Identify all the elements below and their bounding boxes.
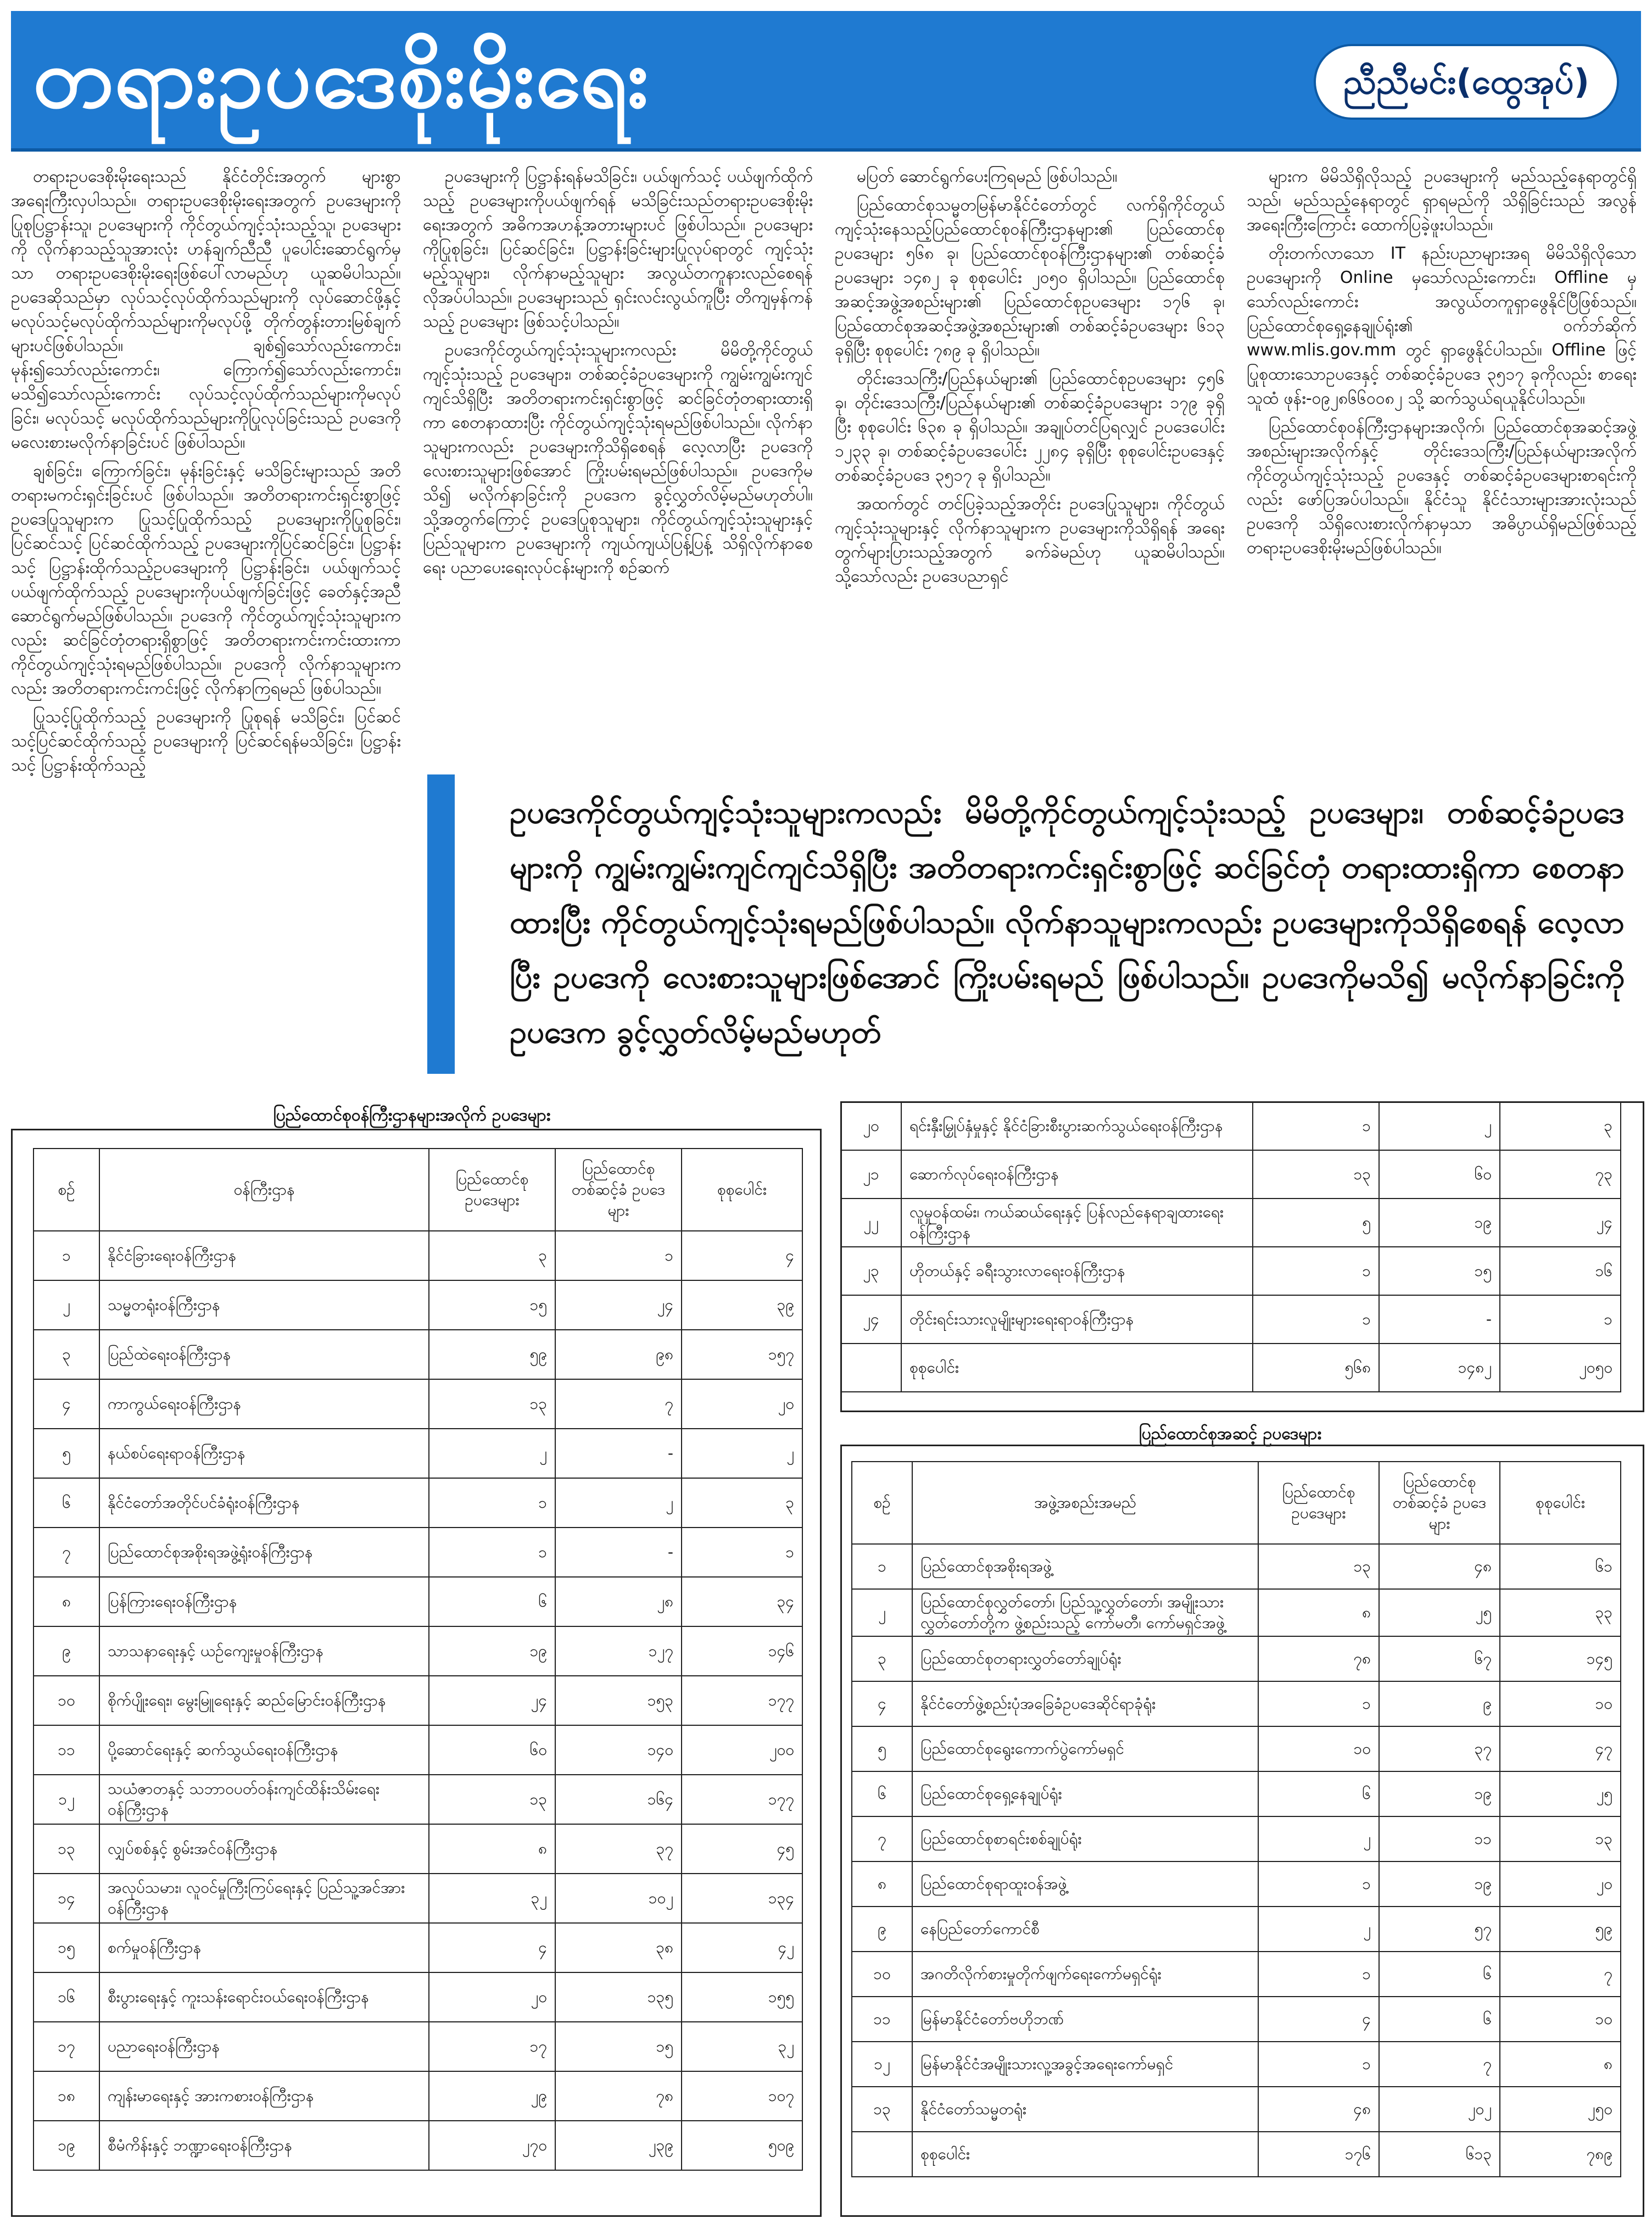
total-cell: ၁၀ xyxy=(1500,1997,1621,2042)
bylaws-cell: ၇ xyxy=(555,1379,682,1429)
bylaws-cell: ၁၉ xyxy=(1379,1199,1500,1247)
paragraph: ပြည်ထောင်စုသမ္မတမြန်မာနိုင်ငံတော်တွင် လက်ရှိကိုင်တွယ်ကျင့်သုံးနေသည့်ပြည်ထောင်စုဝန်ကြီးဌာနများ၏ ပြည်ထောင်စုဥပဒေများ ၅၆၈ ခု၊ ပြည်ထောင်စုဝန်ကြီးဌာနများ၏ တစ်ဆင့်ခံဥပဒေများ ၁၄၈၂ ခု စုစုပေါင်း ၂၀၅၀ ရှိပါသည်။ ပြည်ထောင်စုအဆင့်အဖွဲ့အစည်းများ၏ ပြည်ထောင်စုဥပဒေများ ၁၇၆ ခု၊ ပြည်ထောင်စုအဆင့်အဖွဲ့အစည်းများ၏ တစ်ဆင့်ခံဥပဒေများ ၆၁၃ ခုရှိပြီး စုစုပေါင်း ၇၈၉ ခု ရှိပါသည်။ xyxy=(835,196,1225,360)
index-cell: ၁၁ xyxy=(852,1997,912,2042)
index-cell: ၁၇ xyxy=(34,2022,99,2071)
union-laws-cell: ၂၇၀ xyxy=(429,2121,555,2170)
table-row xyxy=(852,1726,1621,1771)
index-cell: ၃ xyxy=(852,1636,912,1681)
pull-quote xyxy=(427,774,1636,1074)
index-cell: ၁၁ xyxy=(34,1725,99,1775)
table-row xyxy=(34,1379,802,1429)
union-laws-cell: ၁၃ xyxy=(1258,1544,1379,1589)
article-column-4 xyxy=(1247,165,1637,763)
pull-quote-accent-bar xyxy=(427,774,455,1074)
union-laws-cell: ၁၉ xyxy=(429,1626,555,1676)
index-cell: ၂၀ xyxy=(841,1102,901,1150)
union-laws-cell: ၁ xyxy=(1258,1681,1379,1726)
index-cell: ၁၆ xyxy=(34,1972,99,2022)
bylaws-cell: ၂ xyxy=(1379,1102,1500,1150)
name-cell: စက်မှုဝန်ကြီးဌာန xyxy=(99,1923,429,1972)
total-cell: ၁ xyxy=(682,1528,802,1577)
total-cell: ၁၇၇ xyxy=(682,1676,802,1725)
index-cell: ၄ xyxy=(852,1681,912,1726)
bylaws-cell: ၁၂၇ xyxy=(555,1626,682,1676)
union-laws-cell: ၁ xyxy=(429,1528,555,1577)
index-cell: ၂၁ xyxy=(841,1150,901,1199)
union-laws-cell: ၂ xyxy=(1258,1816,1379,1861)
table-row xyxy=(841,1295,1621,1344)
union-laws-cell: ၂၄ xyxy=(429,1676,555,1725)
bylaws-cell: ၃၇ xyxy=(1379,1726,1500,1771)
bylaws-cell: ၂၀၂ xyxy=(1379,2087,1500,2132)
bylaws-cell: ၂၅ xyxy=(1379,1589,1500,1636)
total-cell: ၄၇ xyxy=(1500,1726,1621,1771)
bylaws-cell: ၁၅ xyxy=(555,2022,682,2071)
union-laws-cell: ၁၀ xyxy=(1258,1726,1379,1771)
paragraph: ဥပဒေကိုင်တွယ်ကျင့်သုံးသူများကလည်း မိမိတို့ကိုင်တွယ်ကျင့်သုံးသည့် ဥပဒေများ၊ တစ်ဆင့်ခံဥပဒေများကို ကျွမ်းကျွမ်းကျင်ကျင်သိရှိပြီး အတိတရားကင်းရှင်းစွာဖြင့် ဆင်ခြင်တုံတရားထားရှိကာ စေတနာထားပြီး ကိုင်တွယ်ကျင့်သုံးရမည်ဖြစ်ပါသည်။ လိုက်နာသူများကလည်း ဥပဒေများကိုသိရှိစေရန် လေ့လာပြီး ဥပဒေကို လေးစားသူများဖြစ်အောင် ကြိုးပမ်းရမည်ဖြစ်ပါသည်။ ဥပဒေကိုမသိ၍ မလိုက်နာခြင်းကို ဥပဒေက ခွင့်လွှတ်လိမ့်မည်မဟုတ်ပါ။ သို့အတွက်ကြောင့် ဥပဒေပြုစုသူများ၊ ကိုင်တွယ်ကျင့်သုံးသူများနှင့် ပြည်သူများက ဥပဒေများကို ကျယ်ကျယ်ပြန့်ပြန့် သိရှိလိုက်နာစေရေး ပညာပေးရေးလုပ်ငန်းများကို စဉ်ဆက် xyxy=(423,341,813,577)
index-cell: ၄ xyxy=(34,1379,99,1429)
index-cell: ၂၂ xyxy=(841,1199,901,1247)
total-cell: ၇ xyxy=(1500,1952,1621,1997)
total-cell: ၁၀၇ xyxy=(682,2071,802,2121)
table-row xyxy=(852,1861,1621,1907)
index-cell: ၇ xyxy=(852,1816,912,1861)
index-cell: ၅ xyxy=(34,1429,99,1478)
bylaws-cell: ၆ xyxy=(1379,1997,1500,2042)
bylaws-cell: ၁၄၈၂ xyxy=(1379,1344,1500,1392)
bylaws-cell: - xyxy=(555,1429,682,1478)
table-row xyxy=(34,2022,802,2071)
bylaws-cell: ၁၉ xyxy=(1379,1771,1500,1816)
total-cell: ၂၀၅၀ xyxy=(1500,1344,1621,1392)
name-cell: ပြန်ကြားရေးဝန်ကြီးဌာန xyxy=(99,1577,429,1626)
paragraph: ပြည်ထောင်စုဝန်ကြီးဌာနများအလိုက်၊ ပြည်ထောင်စုအဆင့်အဖွဲ့အစည်းများအလိုက်နှင့် တိုင်းဒေသကြီး/ပြည်နယ်များအလိုက် ကိုင်တွယ်ကျင့်သုံးသည့် ဥပဒေနှင့် တစ်ဆင့်ခံဥပဒေများစာရင်းကိုလည်း ဖော်ပြအပ်ပါသည်။ နိုင်ငံသူ နိုင်ငံသားများအားလုံးသည် ဥပဒေကို သိရှိလေးစားလိုက်နာမှသာ အဓိပ္ပာယ်ရှိမည်ဖြစ်သည့် တရားဥပဒေစိုးမိုးမည်ဖြစ်ပါသည်။ xyxy=(1247,417,1637,558)
name-cell: ကာကွယ်ရေးဝန်ကြီးဌာန xyxy=(99,1379,429,1429)
name-cell: သမ္မတရုံးဝန်ကြီးဌာန xyxy=(99,1280,429,1330)
column-header: ပြည်ထောင်စု ဥပဒေများ xyxy=(429,1149,555,1231)
total-cell: ၄ xyxy=(682,1231,802,1280)
paragraph: တိုင်းဒေသကြီး/ပြည်နယ်များ၏ ပြည်ထောင်စုဥပဒေများ ၄၅၆ ခု၊ တိုင်းဒေသကြီး/ပြည်နယ်များ၏ တစ်ဆင့်ခံဥပဒေများ ၁၇၉ ခုရှိပြီး စုစုပေါင်း ၆၃၈ ခု ရှိပါသည်။ အချုပ်တင်ပြရလျှင် ဥပဒေပေါင်း ၁၂၃၃ ခု၊ တစ်ဆင့်ခံဥပဒေပေါင်း ၂၂၈၄ ခုရှိပြီး စုစုပေါင်းဥပဒေနှင့် တစ်ဆင့်ခံဥပဒေ ၃၅၁၇ ခု ရှိပါသည်။ xyxy=(835,369,1225,485)
table-title: ပြည်ထောင်စုအဆင့် ဥပဒေများ xyxy=(1138,1424,1322,1443)
bylaws-cell: ၂ xyxy=(555,1478,682,1528)
total-cell: ၂၀ xyxy=(1500,1861,1621,1907)
name-cell: အလုပ်သမား၊ လူဝင်မှုကြီးကြပ်ရေးနှင့် ပြည်သူ့အင်အားဝန်ကြီးဌာန xyxy=(99,1874,429,1923)
name-cell: သယံဇာတနှင့် သဘာဝပတ်ဝန်းကျင်ထိန်းသိမ်းရေးဝန်ကြီးဌာန xyxy=(99,1775,429,1824)
union-laws-cell: ၁ xyxy=(1258,1952,1379,1997)
table-row xyxy=(841,1247,1621,1295)
union-laws-cell: ၅၆၈ xyxy=(1253,1344,1379,1392)
total-cell: ၃ xyxy=(1500,1102,1621,1150)
index-cell: ၆ xyxy=(852,1771,912,1816)
name-cell: ပြည်ထောင်စုအစိုးရအဖွဲ့ရုံးဝန်ကြီးဌာန xyxy=(99,1528,429,1577)
table-row xyxy=(34,1626,802,1676)
table-row xyxy=(34,1874,802,1923)
bylaws-cell: ၇ xyxy=(1379,2042,1500,2087)
bylaws-cell: ၃၈ xyxy=(555,1923,682,1972)
total-cell: ၄၅ xyxy=(682,1824,802,1874)
union-laws-cell: ၁၃ xyxy=(429,1775,555,1824)
index-cell: ၅ xyxy=(852,1726,912,1771)
bylaws-cell: ၁၄၀ xyxy=(555,1725,682,1775)
union-laws-cell: ၂ xyxy=(429,1429,555,1478)
name-cell: ပြည်ထောင်စုအစိုးရအဖွဲ့ xyxy=(912,1544,1258,1589)
index-cell: ၃ xyxy=(34,1330,99,1379)
article-column-1 xyxy=(11,165,401,1104)
column-header: စုစုပေါင်း xyxy=(682,1149,802,1231)
bylaws-cell: ၂၃၉ xyxy=(555,2121,682,2170)
table-total-row xyxy=(852,2132,1621,2177)
name-cell: ပြည်ထောင်စုရွေးကောက်ပွဲကော်မရှင် xyxy=(912,1726,1258,1771)
name-cell: နိုင်ငံတော်အတိုင်ပင်ခံရုံးဝန်ကြီးဌာန xyxy=(99,1478,429,1528)
article-column-3 xyxy=(835,165,1225,763)
union-laws-cell: ၄ xyxy=(429,1923,555,1972)
index-cell: ၁၃ xyxy=(34,1824,99,1874)
paragraph: များက မိမိသိရှိလိုသည့် ဥပဒေများကို မည်သည့်နေရာတွင်ရှိသည်၊ မည်သည့်နေရာတွင် ရှာရမည်ကို သိရှိခြင်းသည် အလွန်အရေးကြီးကြောင်း ထောက်ပြခဲ့ဖူးပါသည်။ xyxy=(1247,167,1637,235)
table-row xyxy=(34,1280,802,1330)
union-laws-cell: ၁ xyxy=(1258,2042,1379,2087)
index-cell: ၁ xyxy=(34,1231,99,1280)
bylaws-cell: ၆ xyxy=(1379,1952,1500,1997)
table-row xyxy=(852,2087,1621,2132)
table-row xyxy=(34,1330,802,1379)
table-row xyxy=(34,1676,802,1725)
index-cell: ၁၅ xyxy=(34,1923,99,1972)
index-cell: ၉ xyxy=(852,1907,912,1952)
name-cell: ကျန်းမာရေးနှင့် အားကစားဝန်ကြီးဌာန xyxy=(99,2071,429,2121)
table-row xyxy=(34,1972,802,2022)
paragraph: တိုးတက်လာသော IT နည်းပညာများအရ မိမိသိရှိလိုသောဥပဒေများကို Online မှသော်လည်းကောင်း၊ Offline မှသော်လည်းကောင်း အလွယ်တကူရှာဖွေနိုင်ပြီဖြစ်သည်။ ပြည်ထောင်စုရှေ့နေချုပ်ရုံး၏ ဝက်ဘ်ဆိုက် www.mlis.gov.mm တွင် ရှာဖွေနိုင်ပါသည်။ Offline ဖြင့် ပြုစုထားသောဥပဒေနှင့် တစ်ဆင့်ခံဥပဒေ ၃၅၁၇ ခုကိုလည်း စာရေးသူထံ ဖုန်း-၀၉၂၈၆၆၀၀၈၂ သို့ ဆက်သွယ်ရယူနိုင်ပါသည်။ xyxy=(1247,244,1637,408)
name-cell: မြန်မာနိုင်ငံတော်ဗဟိုဘဏ် xyxy=(912,1997,1258,2042)
union-laws-cell: ၁၇၆ xyxy=(1258,2132,1379,2177)
column-header: စဉ် xyxy=(34,1149,99,1231)
total-cell: ၅၀၉ xyxy=(682,2121,802,2170)
name-cell: ပို့ဆောင်ရေးနှင့် ဆက်သွယ်ရေးဝန်ကြီးဌာန xyxy=(99,1725,429,1775)
table-row xyxy=(852,1681,1621,1726)
bylaws-cell: ၁၆၄ xyxy=(555,1775,682,1824)
total-cell: ၁၃ xyxy=(1500,1816,1621,1861)
union-laws-cell: ၁ xyxy=(429,1478,555,1528)
table-row xyxy=(852,1636,1621,1681)
table-row xyxy=(34,1775,802,1824)
column-header: ပြည်ထောင်စု တစ်ဆင့်ခံ ဥပဒေများ xyxy=(555,1149,682,1231)
paragraph: ပြုသင့်ပြုထိုက်သည့် ဥပဒေများကို ပြုစုရန် မသိခြင်း၊ ပြင်ဆင်သင့်ပြင်ဆင်ထိုက်သည့် ဥပဒေများကို ပြင်ဆင်ရန်မသိခြင်း၊ ပြဋ္ဌာန်းသင့် ပြဋ္ဌာန်းထိုက်သည့် xyxy=(11,707,401,775)
table-row xyxy=(34,1478,802,1528)
bylaws-cell: ၁၀၂ xyxy=(555,1874,682,1923)
name-cell: ပြည်ထောင်စုလွှတ်တော်၊ ပြည်သူ့လွှတ်တော်၊ အမျိုးသားလွှတ်တော်တို့က ဖွဲ့စည်းသည့် ကော်မတီ၊ ကော်မရှင်အဖွဲ့ xyxy=(912,1589,1258,1636)
total-cell: ၁၃၄ xyxy=(682,1874,802,1923)
union-laws-cell: ၁၅ xyxy=(429,1280,555,1330)
index-cell: ၉ xyxy=(34,1626,99,1676)
union-laws-cell: ၄ xyxy=(1258,1997,1379,2042)
total-cell: ၇၈၉ xyxy=(1500,2132,1621,2177)
name-cell: စိုက်ပျိုးရေး၊ မွေးမြူရေးနှင့် ဆည်မြောင်းဝန်ကြီးဌာန xyxy=(99,1676,429,1725)
total-cell: ၃၃ xyxy=(1500,1589,1621,1636)
total-cell: ၃ xyxy=(682,1478,802,1528)
union-laws-cell: ၁၇ xyxy=(429,2022,555,2071)
bylaws-cell: ၃၇ xyxy=(555,1824,682,1874)
table-row xyxy=(34,1824,802,1874)
ministry-laws-table xyxy=(33,1148,803,2171)
name-cell: ပြည်ထောင်စုစာရင်းစစ်ချုပ်ရုံး xyxy=(912,1816,1258,1861)
total-cell: ၁ xyxy=(1500,1295,1621,1344)
union-laws-cell: ၁၃ xyxy=(1253,1150,1379,1199)
union-laws-cell: ၁ xyxy=(1253,1295,1379,1344)
column-header: ဝန်ကြီးဌာန xyxy=(99,1149,429,1231)
name-cell: ပြည်ထောင်စုတရားလွှတ်တော်ချုပ်ရုံး xyxy=(912,1636,1258,1681)
total-cell: ၃၉ xyxy=(682,1280,802,1330)
table-row xyxy=(852,1952,1621,1997)
union-laws-cell: ၃ xyxy=(429,1231,555,1280)
bylaws-cell: - xyxy=(1379,1295,1500,1344)
table-row xyxy=(34,1429,802,1478)
table-row xyxy=(852,1771,1621,1816)
author-byline: ညီညီမင်း(ထွေအုပ်) xyxy=(1314,44,1619,120)
table-row xyxy=(34,1231,802,1280)
name-cell: သာသနာရေးနှင့် ယဉ်ကျေးမှုဝန်ကြီးဌာန xyxy=(99,1626,429,1676)
column-header: အဖွဲ့အစည်းအမည် xyxy=(912,1462,1258,1544)
index-cell: ၁၂ xyxy=(852,2042,912,2087)
index-cell: ၆ xyxy=(34,1478,99,1528)
table-header-row xyxy=(34,1149,802,1231)
index-cell: ၁ xyxy=(852,1544,912,1589)
name-cell: နိုင်ငံခြားရေးဝန်ကြီးဌာန xyxy=(99,1231,429,1280)
index-cell: ၇ xyxy=(34,1528,99,1577)
name-cell: စုစုပေါင်း xyxy=(901,1344,1253,1392)
union-laws-cell: ၈ xyxy=(429,1824,555,1874)
union-laws-cell: ၇၈ xyxy=(1258,1636,1379,1681)
ministry-laws-table-continued xyxy=(840,1101,1621,1392)
index-cell: ၁၉ xyxy=(34,2121,99,2170)
name-cell: ဟိုတယ်နှင့် ခရီးသွားလာရေးဝန်ကြီးဌာန xyxy=(901,1247,1253,1295)
pull-quote-text: ဥပဒေကိုင်တွယ်ကျင့်သုံးသူများကလည်း မိမိတို့ကိုင်တွယ်ကျင့်သုံးသည့် ဥပဒေများ၊ တစ်ဆင့်ခံဥပဒေများကို ကျွမ်းကျွမ်းကျင်ကျင်သိရှိပြီး အတိတရားကင်းရှင်းစွာဖြင့် ဆင်ခြင်တုံ တရားထားရှိကာ စေတနာထားပြီး ကိုင်တွယ်ကျင့်သုံးရမည်ဖြစ်ပါသည်။ လိုက်နာသူများကလည်း ဥပဒေများကိုသိရှိစေရန် လေ့လာပြီး ဥပဒေကို လေးစားသူများဖြစ်အောင် ကြိုးပမ်းရမည် ဖြစ်ပါသည်။ ဥပဒေကိုမသိ၍ မလိုက်နာခြင်းကို ဥပဒေက ခွင့်လွှတ်လိမ့်မည်မဟုတ် xyxy=(510,795,1625,1050)
name-cell: ဆောက်လုပ်ရေးဝန်ကြီးဌာန xyxy=(901,1150,1253,1199)
name-cell: တိုင်းရင်းသားလူမျိုးများရေးရာဝန်ကြီးဌာန xyxy=(901,1295,1253,1344)
index-cell: ၂ xyxy=(34,1280,99,1330)
table-row xyxy=(34,1725,802,1775)
index-cell: ၁၈ xyxy=(34,2071,99,2121)
index-cell: ၂၃ xyxy=(841,1247,901,1295)
bylaws-cell: ၂၄ xyxy=(555,1280,682,1330)
header-banner xyxy=(11,11,1641,152)
union-level-laws-table xyxy=(851,1461,1621,2177)
table-header-row xyxy=(852,1462,1621,1544)
table-row xyxy=(34,2071,802,2121)
index-cell xyxy=(852,2132,912,2177)
total-cell: ၆၁ xyxy=(1500,1544,1621,1589)
name-cell: လူမှုဝန်ထမ်း၊ ကယ်ဆယ်ရေးနှင့် ပြန်လည်နေရာချထားရေးဝန်ကြီးဌာန xyxy=(901,1199,1253,1247)
table-row xyxy=(852,2042,1621,2087)
total-cell: ၁၇၇ xyxy=(682,1775,802,1824)
name-cell: နိုင်ငံတော်သမ္မတရုံး xyxy=(912,2087,1258,2132)
bylaws-cell: ၉၈ xyxy=(555,1330,682,1379)
bylaws-cell: ၄၈ xyxy=(1379,1544,1500,1589)
name-cell: ရင်းနှီးမြှုပ်နှံမှုနှင့် နိုင်ငံခြားစီးပွားဆက်သွယ်ရေးဝန်ကြီးဌာန xyxy=(901,1102,1253,1150)
index-cell: ၁၀ xyxy=(34,1676,99,1725)
bylaws-cell: ၁၉ xyxy=(1379,1861,1500,1907)
union-laws-cell: ၁ xyxy=(1253,1102,1379,1150)
table-row xyxy=(841,1102,1621,1150)
union-laws-cell: ၆ xyxy=(429,1577,555,1626)
total-cell: ၂၀၀ xyxy=(682,1725,802,1775)
index-cell: ၁၃ xyxy=(852,2087,912,2132)
paragraph: အထက်တွင် တင်ပြခဲ့သည့်အတိုင်း ဥပဒေပြုသူများ၊ ကိုင်တွယ်ကျင့်သုံးသူများနှင့် လိုက်နာသူများက ဥပဒေများကိုသိရှိရန် အရေးတွက်များပြားသည့်အတွက် ခက်ခဲမည်ဟု ယူဆမိပါသည်။ သို့သော်လည်း ဥပဒေပညာရှင် xyxy=(835,494,1225,586)
bylaws-cell: ၆၁၃ xyxy=(1379,2132,1500,2177)
index-cell: ၂၄ xyxy=(841,1295,901,1344)
bylaws-cell: - xyxy=(555,1528,682,1577)
name-cell: နိုင်ငံတော်ဖွဲ့စည်းပုံအခြေခံဥပဒေဆိုင်ရာခုံရုံး xyxy=(912,1681,1258,1726)
union-laws-cell: ၁ xyxy=(1258,1861,1379,1907)
table-total-row xyxy=(841,1344,1621,1392)
table-row xyxy=(34,1923,802,1972)
table-row xyxy=(852,1589,1621,1636)
total-cell: ၃၂ xyxy=(682,2022,802,2071)
union-laws-cell: ၈ xyxy=(1258,1589,1379,1636)
total-cell: ၄၂ xyxy=(682,1923,802,1972)
union-laws-cell: ၃၂ xyxy=(429,1874,555,1923)
name-cell: မြန်မာနိုင်ငံအမျိုးသားလူ့အခွင့်အရေးကော်မရှင် xyxy=(912,2042,1258,2087)
total-cell: ၂၅ xyxy=(1500,1771,1621,1816)
index-cell: ၈ xyxy=(852,1861,912,1907)
union-laws-cell: ၂၉ xyxy=(429,2071,555,2121)
name-cell: ပြည်ထောင်စုရှေ့နေချုပ်ရုံး xyxy=(912,1771,1258,1816)
name-cell: ပြည်ထဲရေးဝန်ကြီးဌာန xyxy=(99,1330,429,1379)
article-title: တရားဥပဒေစိုးမိုးရေး xyxy=(33,31,650,126)
table-row xyxy=(841,1150,1621,1199)
bylaws-cell: ၅၇ xyxy=(1379,1907,1500,1952)
total-cell: ၁၅၇ xyxy=(682,1330,802,1379)
bylaws-cell: ၁၁ xyxy=(1379,1816,1500,1861)
union-laws-cell: ၂၀ xyxy=(429,1972,555,2022)
bylaws-cell: ၁၃၅ xyxy=(555,1972,682,2022)
union-laws-cell: ၆၀ xyxy=(429,1725,555,1775)
total-cell: ၂၅၀ xyxy=(1500,2087,1621,2132)
name-cell: လျှပ်စစ်နှင့် စွမ်းအင်ဝန်ကြီးဌာန xyxy=(99,1824,429,1874)
total-cell: ၁၄၆ xyxy=(682,1626,802,1676)
table-row xyxy=(34,1528,802,1577)
union-laws-cell: ၆ xyxy=(1258,1771,1379,1816)
name-cell: အဂတိလိုက်စားမှုတိုက်ဖျက်ရေးကော်မရှင်ရုံး xyxy=(912,1952,1258,1997)
union-laws-cell: ၄၈ xyxy=(1258,2087,1379,2132)
total-cell: ၁၄၅ xyxy=(1500,1636,1621,1681)
table-row xyxy=(852,1816,1621,1861)
name-cell: နယ်စပ်ရေးရာဝန်ကြီးဌာန xyxy=(99,1429,429,1478)
union-laws-cell: ၅ xyxy=(1253,1199,1379,1247)
paragraph: မပြတ် ဆောင်ရွက်ပေးကြရမည် ဖြစ်ပါသည်။ xyxy=(857,167,1118,186)
name-cell: ပညာရေးဝန်ကြီးဌာန xyxy=(99,2022,429,2071)
total-cell: ၈ xyxy=(1500,2042,1621,2087)
bylaws-cell: ၁၅၃ xyxy=(555,1676,682,1725)
bylaws-cell: ၉ xyxy=(1379,1681,1500,1726)
column-header: စုစုပေါင်း xyxy=(1500,1462,1621,1544)
index-cell xyxy=(841,1344,901,1392)
name-cell: စီမံကိန်းနှင့် ဘဏ္ဍာရေးဝန်ကြီးဌာန xyxy=(99,2121,429,2170)
table-row xyxy=(34,2121,802,2170)
bylaws-cell: ၁၅ xyxy=(1379,1247,1500,1295)
index-cell: ၂ xyxy=(852,1589,912,1636)
column-header: စဉ် xyxy=(852,1462,912,1544)
total-cell: ၂၀ xyxy=(682,1379,802,1429)
column-header: ပြည်ထောင်စု တစ်ဆင့်ခံ ဥပဒေများ xyxy=(1379,1462,1500,1544)
bylaws-cell: ၁ xyxy=(555,1231,682,1280)
name-cell: စုစုပေါင်း xyxy=(912,2132,1258,2177)
paragraph: ဥပဒေများကို ပြဋ္ဌာန်းရန်မသိခြင်း၊ ပယ်ဖျက်သင့် ပယ်ဖျက်ထိုက်သည့် ဥပဒေများကိုပယ်ဖျက်ရန် မသိခြင်းသည်တရားဥပဒေစိုးမိုးရေးအတွက် အဓိကအဟန့်အတားများပင် ဖြစ်ပါသည်။ ဥပဒေများကိုပြုစုခြင်း၊ ပြင်ဆင်ခြင်း၊ ပြဋ္ဌာန်းခြင်းများပြုလုပ်ရာတွင် ကျင့်သုံးမည့်သူများ၊ လိုက်နာမည့်သူများ အလွယ်တကူနားလည်စေရန် လိုအပ်ပါသည်။ ဥပဒေများသည် ရှင်းလင်းလွယ်ကူပြီး တိကျမှန်ကန်သည့် ဥပဒေများ ဖြစ်သင့်ပါသည်။ xyxy=(423,167,813,331)
index-cell: ၈ xyxy=(34,1577,99,1626)
index-cell: ၁၂ xyxy=(34,1775,99,1824)
paragraph: တရားဥပဒေစိုးမိုးရေးသည် နိုင်ငံတိုင်းအတွက် များစွာ အရေးကြီးလှပါသည်။ တရားဥပဒေစိုးမိုးရေးအတွက် ဥပဒေများကို ပြုစုပြဋ္ဌာန်းသူ၊ ဥပဒေများကို ကိုင်တွယ်ကျင့်သုံးသည့်သူ၊ ဥပဒေများကို လိုက်နာသည့်သူအားလုံး ဟန်ချက်ညီညီ ပူပေါင်းဆောင်ရွက်မှသာ တရားဥပဒေစိုးမိုးရေးဖြစ်ပေါ်လာမည်ဟု ယူဆမိပါသည်။ ဥပဒေဆိုသည်မှာ လုပ်သင့်လုပ်ထိုက်သည်များကို လုပ်ဆောင်ဖို့နှင့် မလုပ်သင့်မလုပ်ထိုက်သည်များကိုမလုပ်ဖို့ တိုက်တွန်းတားမြစ်ချက်များပင်ဖြစ်ပါသည်။ ချစ်၍သော်လည်းကောင်း၊ မုန်း၍သော်လည်းကောင်း၊ ကြောက်၍သော်လည်းကောင်း၊ မသိ၍သော်လည်းကောင်း လုပ်သင့်လုပ်ထိုက်သည်များကိုမလုပ်ခြင်း၊ မလုပ်သင့် မလုပ်ထိုက်သည်များကိုပြုလုပ်ခြင်းသည် ဥပဒေကို မလေးစားမလိုက်နာခြင်းပင် ဖြစ်ပါသည်။ xyxy=(11,167,401,452)
paragraph: ချစ်ခြင်း၊ ကြောက်ခြင်း၊ မုန်းခြင်းနှင့် မသိခြင်းများသည် အတိတရားမကင်းရှင်းခြင်းပင် ဖြစ်ပါသည်။ အတိတရားကင်းရှင်းစွာဖြင့် ဥပဒေပြုသူများက ပြုသင့်ပြုထိုက်သည့် ဥပဒေများကိုပြုစုခြင်း၊ ပြင်ဆင်သင့် ပြင်ဆင်ထိုက်သည့် ဥပဒေများကိုပြင်ဆင်ခြင်း၊ ပြဋ္ဌာန်းသင့် ပြဋ္ဌာန်းထိုက်သည့်ဥပဒေများကို ပြဋ္ဌာန်းခြင်း၊ ပယ်ဖျက်သင့် ပယ်ဖျက်ထိုက်သည့် ဥပဒေများကိုပယ်ဖျက်ခြင်းဖြင့် ခေတ်နှင့်အညီ ဆောင်ရွက်မည်ဖြစ်ပါသည်။ ဥပဒေကို ကိုင်တွယ်ကျင့်သုံးသူများကလည်း ဆင်ခြင်တုံတရားရှိစွာဖြင့် အတိတရားကင်းကင်းထားကာ ကိုင်တွယ်ကျင့်သုံးရမည်ဖြစ်ပါသည်။ ဥပဒေကို လိုက်နာသူများကလည်း အတိတရားကင်းကင်းဖြင့် လိုက်နာကြရမည် ဖြစ်ပါသည်။ xyxy=(11,461,401,698)
total-cell: ၁၆ xyxy=(1500,1247,1621,1295)
union-laws-cell: ၁ xyxy=(1253,1247,1379,1295)
total-cell: ၂ xyxy=(682,1429,802,1478)
total-cell: ၅၉ xyxy=(1500,1907,1621,1952)
total-cell: ၁၅၅ xyxy=(682,1972,802,2022)
table-row xyxy=(852,1997,1621,2042)
index-cell: ၁၄ xyxy=(34,1874,99,1923)
bylaws-cell: ၇၈ xyxy=(555,2071,682,2121)
total-cell: ၇၃ xyxy=(1500,1150,1621,1199)
bylaws-cell: ၆၀ xyxy=(1379,1150,1500,1199)
bylaws-cell: ၆၇ xyxy=(1379,1636,1500,1681)
union-laws-cell: ၅၉ xyxy=(429,1330,555,1379)
total-cell: ၃၄ xyxy=(682,1577,802,1626)
total-cell: ၂၄ xyxy=(1500,1199,1621,1247)
table-row xyxy=(852,1907,1621,1952)
table-title: ပြည်ထောင်စုဝန်ကြီးဌာနများအလိုက် ဥပဒေများ xyxy=(273,1106,551,1125)
name-cell: စီးပွားရေးနှင့် ကူးသန်းရောင်းဝယ်ရေးဝန်ကြီးဌာန xyxy=(99,1972,429,2022)
union-laws-cell: ၁၃ xyxy=(429,1379,555,1429)
table-row xyxy=(852,1544,1621,1589)
name-cell: ပြည်ထောင်စုရာထူးဝန်အဖွဲ့ xyxy=(912,1861,1258,1907)
table-row xyxy=(841,1199,1621,1247)
table-row xyxy=(34,1577,802,1626)
article-column-2 xyxy=(423,165,813,763)
index-cell: ၁၀ xyxy=(852,1952,912,1997)
column-header: ပြည်ထောင်စု ဥပဒေများ xyxy=(1258,1462,1379,1544)
bylaws-cell: ၂၈ xyxy=(555,1577,682,1626)
union-laws-cell: ၂ xyxy=(1258,1907,1379,1952)
name-cell: နေပြည်တော်ကောင်စီ xyxy=(912,1907,1258,1952)
total-cell: ၁၀ xyxy=(1500,1681,1621,1726)
